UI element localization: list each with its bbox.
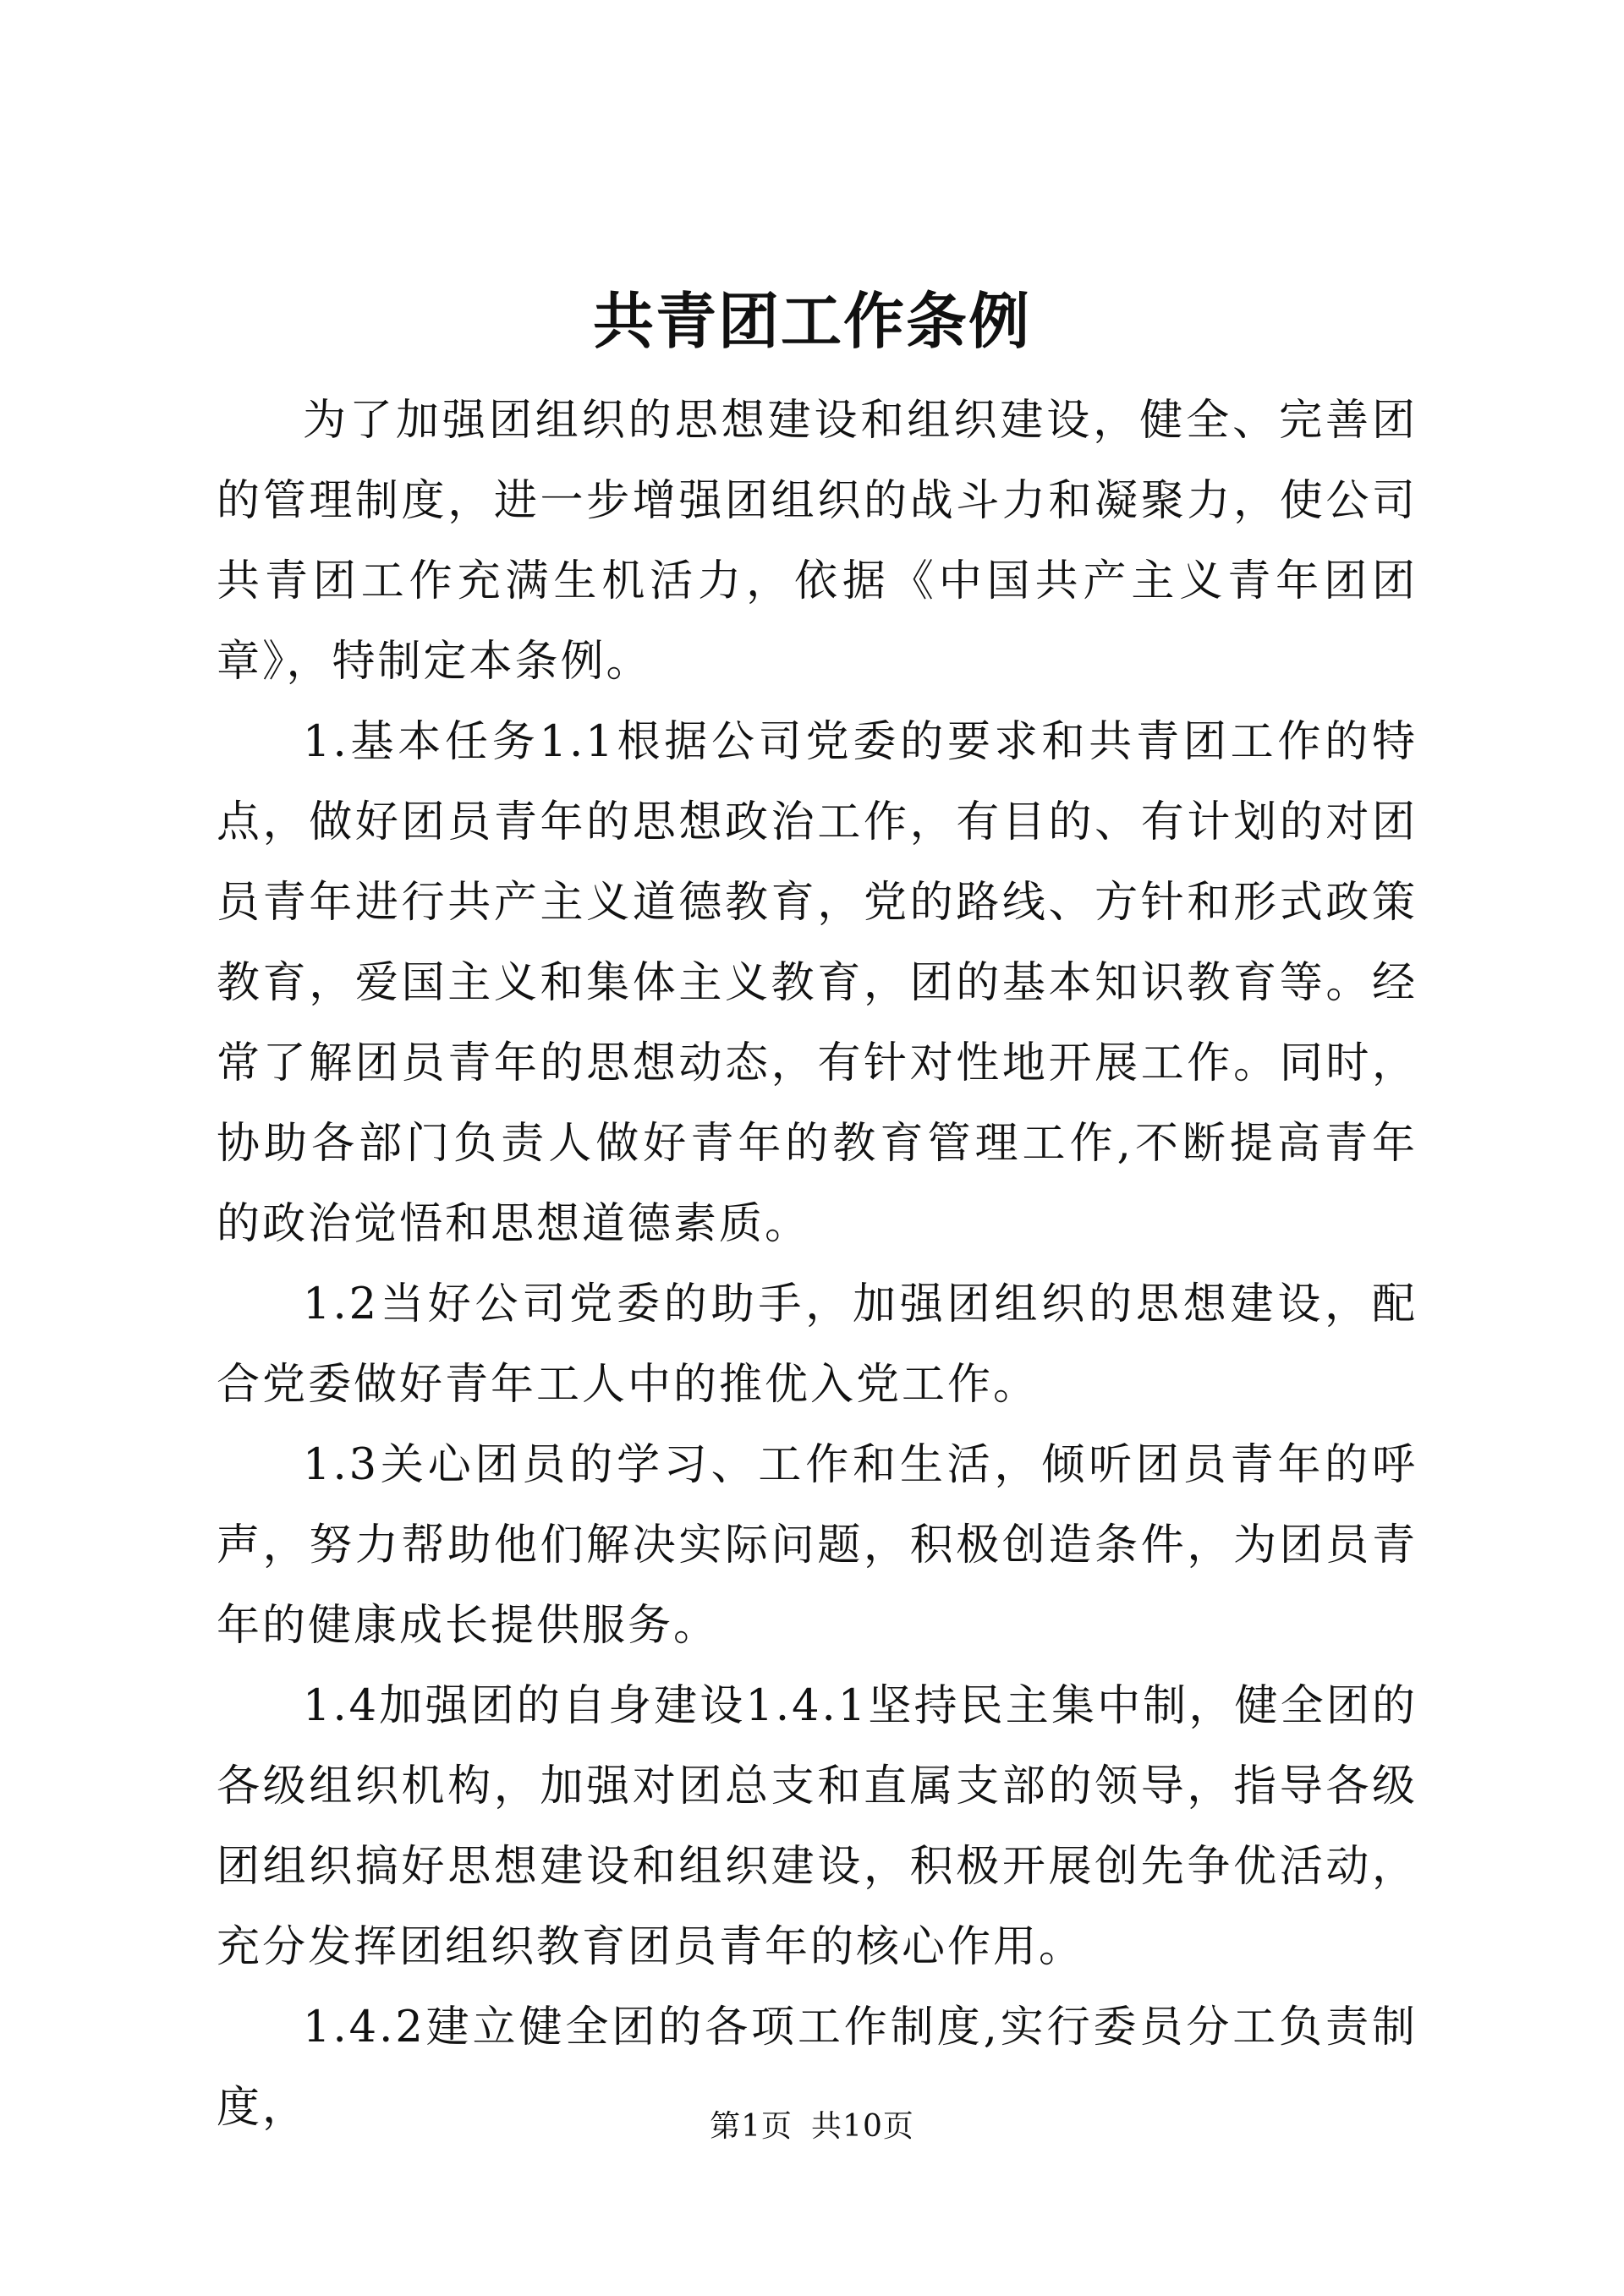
paragraph-1-3: 1.3关心团员的学习、工作和生活，倾听团员青年的呼声，努力帮助他们解决实际问题，积极创造条件，为团员青年的健康成长提供服务。 [217, 1440, 1418, 1651]
document-title: 共青团工作条例 [592, 285, 1031, 357]
document-body [217, 381, 1418, 2148]
page-footer [0, 2106, 1624, 2148]
page-total: 共10页 [811, 2109, 914, 2144]
paragraph-1-2: 1.2当好公司党委的助手，加强团组织的思想建设，配合党委做好青年工人中的推优入党工作。 [217, 1280, 1418, 1410]
paragraph-1-4: 1.4加强团的自身建设1.4.1坚持民主集中制，健全团的各级组织机构，加强对团总支和直属支部的领导，指导各级团组织搞好思想建设和组织建设，积极开展创先争优活动，充分发挥团组织教育团员青年的核心作用。 [217, 1681, 1418, 1972]
page-number: 第1页 [710, 2109, 793, 2144]
paragraph-intro: 为了加强团组织的思想建设和组织建设，健全、完善团的管理制度，进一步增强团组织的战斗力和凝聚力，使公司共青团工作充满生机活力，依据《中国共产主义青年团团章》，特制定本条例。 [217, 396, 1418, 687]
paragraph-1-4-2: 1.4.2建立健全团的各项工作制度,实行委员分工负责制度， [217, 2003, 1418, 2133]
paragraph-basic-tasks: 1.基本任务1.1根据公司党委的要求和共青团工作的特点，做好团员青年的思想政治工作，有目的、有计划的对团员青年进行共产主义道德教育，党的路线、方针和形式政策教育，爱国主义和集体主义教育，团的基本知识教育等。经常了解团员青年的思想动态，有针对性地开展工作。同时，协助各部门负责人做好青年的教育管理工作,不断提高青年的政治觉悟和思想道德素质。 [217, 717, 1418, 1249]
